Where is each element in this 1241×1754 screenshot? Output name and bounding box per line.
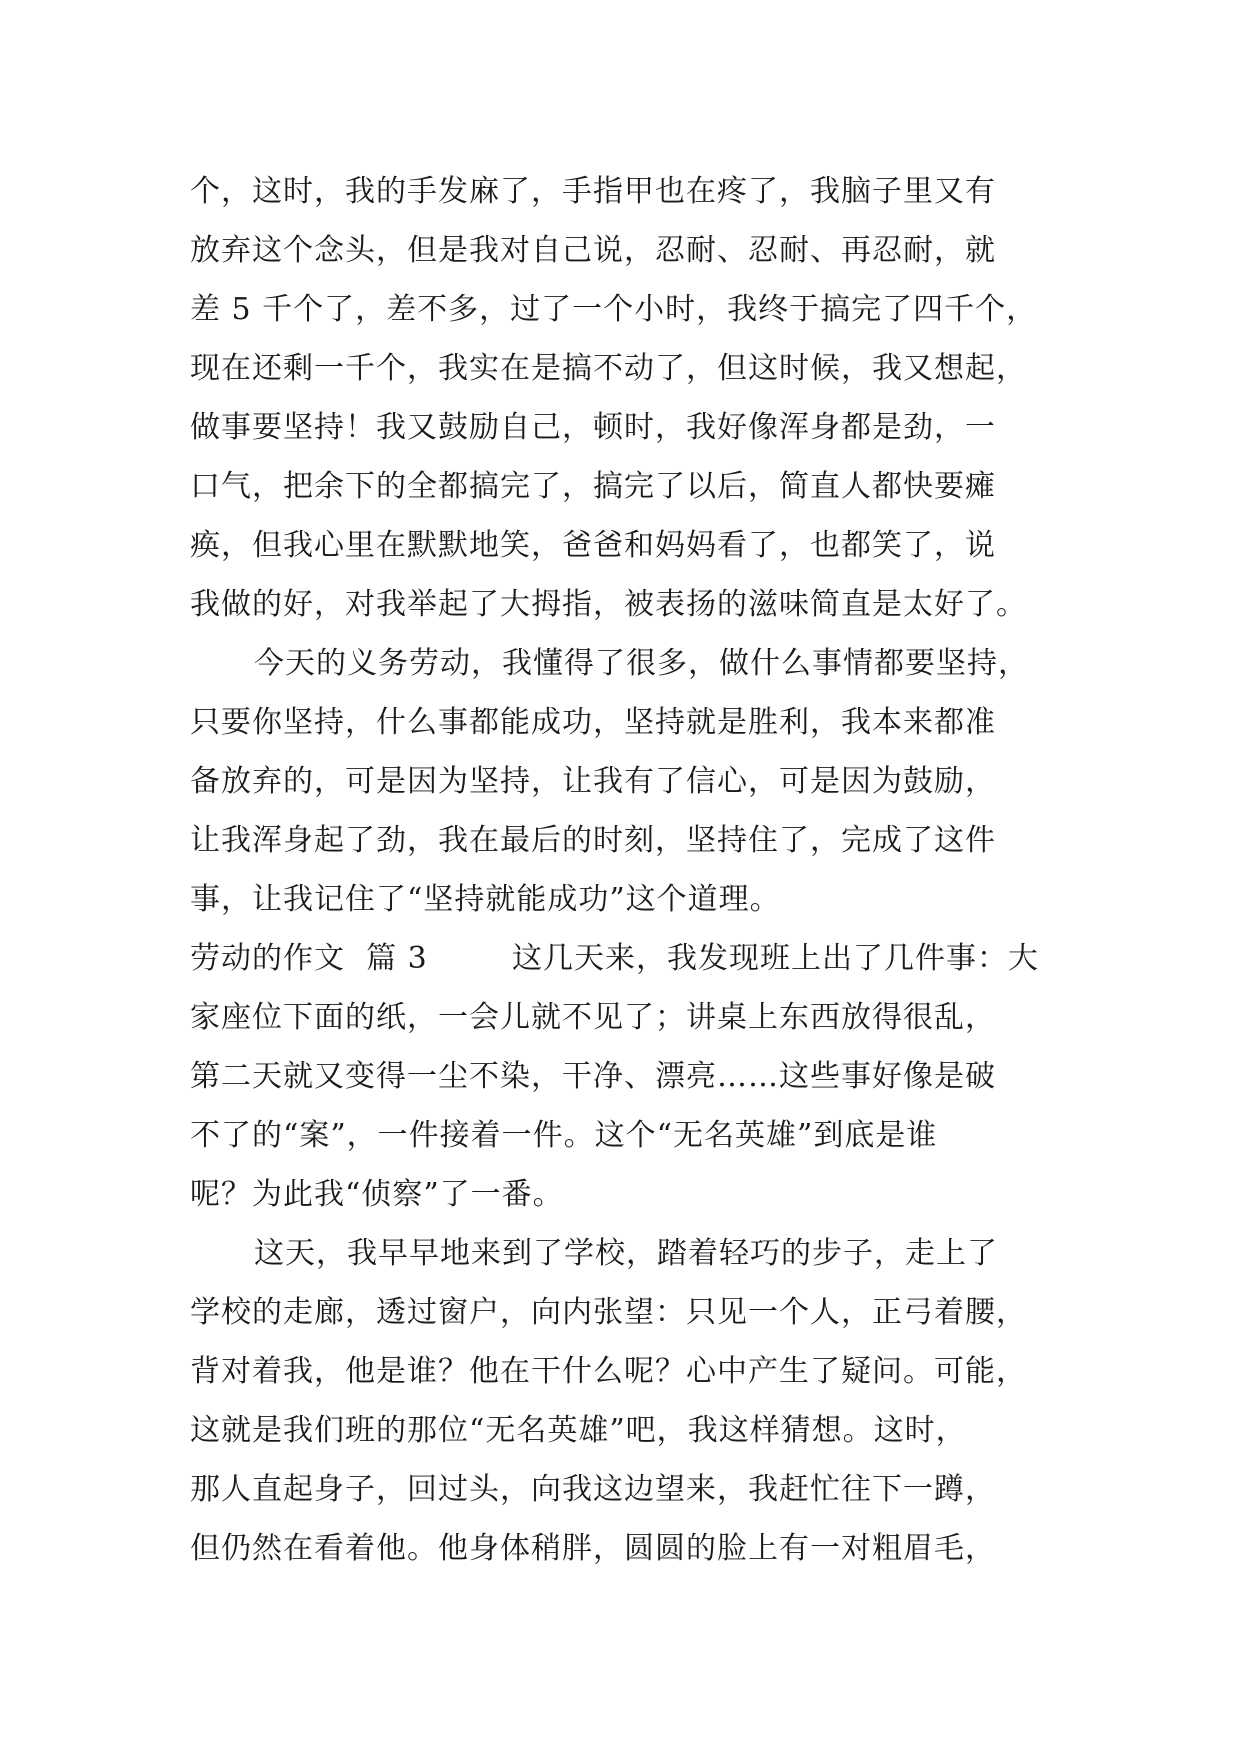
text-line: 放弃这个念头，但是我对自己说，忍耐、忍耐、再忍耐，就 [190,233,996,268]
text-line: 家座位下面的纸，一会儿就不见了；讲桌上东西放得很乱， [190,1000,996,1035]
text-line: 背对着我，他是谁？他在干什么呢？心中产生了疑问。可能， [190,1354,1027,1389]
text-line: 学校的走廊，透过窗户，向内张望：只见一个人，正弓着腰， [190,1295,1027,1330]
text-line: 事，让我记住了“坚持就能成功”这个道理。 [190,882,781,917]
text-line: 备放弃的，可是因为坚持，让我有了信心，可是因为鼓励， [190,764,996,799]
text-line: 我做的好，对我举起了大拇指，被表扬的滋味简直是太好了。 [190,587,1027,622]
text-line: 口气，把余下的全都搞完了，搞完了以后，简直人都快要瘫 [190,469,996,504]
text-line: 现在还剩一千个，我实在是搞不动了，但这时候，我又想起， [190,351,1027,386]
text-line: 个，这时，我的手发麻了，手指甲也在疼了，我脑子里又有 [190,174,996,209]
text-line: 只要你坚持，什么事都能成功，坚持就是胜利，我本来都准 [190,705,996,740]
text-line: 这就是我们班的那位“无名英雄”吧，我这样猜想。这时， [190,1413,967,1448]
text-line: 呢？为此我“侦察”了一番。 [190,1177,564,1212]
text-line: 差 5 千个了，差不多，过了一个小时，我终于搞完了四千个， [190,292,1038,327]
text-line: 第二天就又变得一尘不染，干净、漂亮……这些事好像是破 [190,1059,996,1094]
text-line: 让我浑身起了劲，我在最后的时刻，坚持住了，完成了这件 [190,823,996,858]
text-line: 那人直起身子，回过头，向我这边望来，我赶忙往下一蹲， [190,1472,996,1507]
text-line: 但仍然在看着他。他身体稍胖，圆圆的脸上有一对粗眉毛， [190,1531,996,1566]
paragraph-start-line: 今天的义务劳动，我懂得了很多，做什么事情都要坚持， [254,646,1029,681]
text-line: 做事要坚持！我又鼓励自己，顿时，我好像浑身都是劲，一 [190,410,996,445]
section-heading-line: 劳动的作文 篇 3 这几天来，我发现班上出了几件事：大 [190,941,1039,976]
body-text [190,162,1065,1578]
paragraph-start-line: 这天，我早早地来到了学校，踏着轻巧的步子，走上了 [254,1236,998,1271]
text-line: 不了的“案”，一件接着一件。这个“无名英雄”到底是谁 [190,1118,938,1153]
text-line: 痪，但我心里在默默地笑，爸爸和妈妈看了，也都笑了，说 [190,528,996,563]
